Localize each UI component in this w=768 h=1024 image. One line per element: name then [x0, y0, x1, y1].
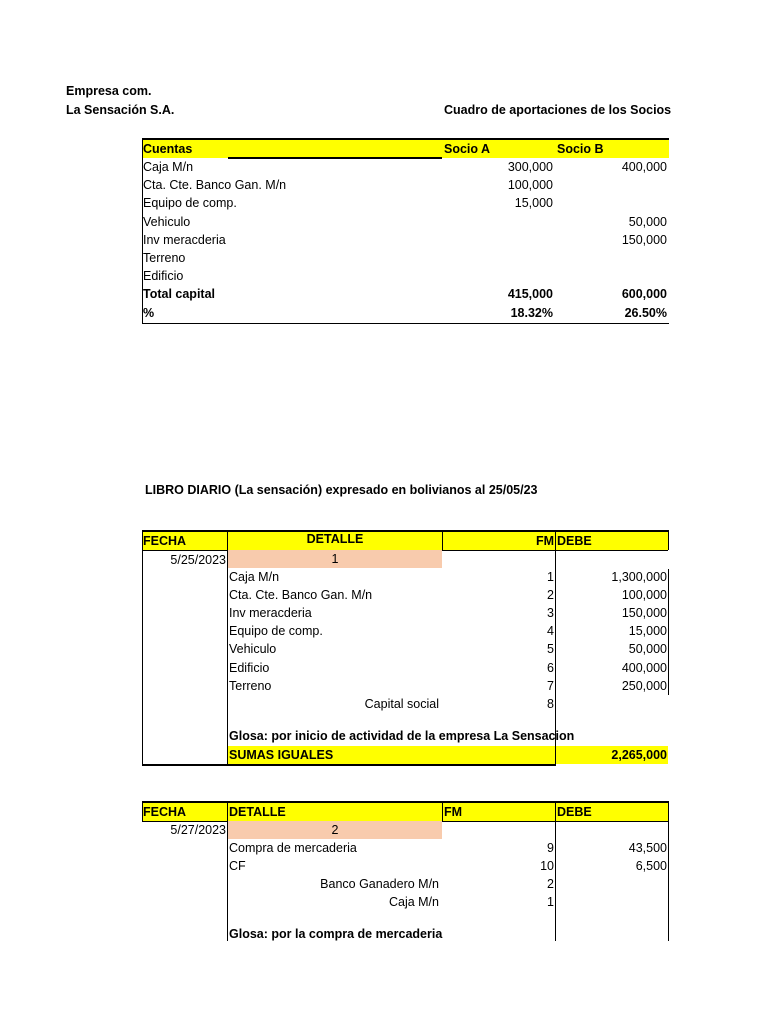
asiento1-right-border-top	[668, 530, 669, 550]
aportes-row-socio-a: 15,000	[514, 196, 553, 211]
asiento2-row-detalle: Banco Ganadero M/n	[320, 877, 439, 892]
asiento1-row-debe: 250,000	[621, 678, 667, 693]
asiento2-h-detalle: DETALLE	[229, 805, 286, 819]
asiento2-row-fm: 1	[547, 895, 554, 910]
asiento2-left-border	[142, 801, 143, 821]
asiento1-fecha-divider	[227, 530, 228, 764]
asiento2-row-debe: 43,500	[628, 841, 667, 855]
asiento2-row-debe	[557, 875, 667, 893]
asiento1-row-detalle: Inv meracderia	[229, 606, 312, 621]
sumas-debe: 2,265,000	[611, 748, 667, 762]
asiento2-row-debe	[557, 893, 667, 911]
asiento2-fm-divider	[555, 801, 556, 941]
asiento1-h-debe: DEBE	[557, 534, 592, 548]
asiento1-right-border	[668, 569, 669, 695]
aportes-row-cuenta: Inv meracderia	[143, 232, 226, 247]
asiento2-detalle-divider	[442, 801, 443, 821]
aportes-row-socio-b: 26.50%	[624, 305, 667, 320]
asiento1-row-fm: 1	[547, 570, 554, 584]
col-cuentas: Cuentas	[143, 142, 193, 156]
asiento1-row-debe: 150,000	[621, 606, 667, 621]
aportes-row-cuenta: Equipo de comp.	[143, 196, 237, 211]
asiento1-row-detalle: Capital social	[364, 696, 439, 711]
asiento2-row-fm: 9	[547, 841, 554, 855]
asiento1-row-debe: 1,300,000	[611, 570, 667, 584]
col-socio-b: Socio B	[557, 142, 604, 156]
asiento1-h-fm: FM	[535, 534, 554, 548]
asiento2-row-detalle: Compra de mercaderia	[229, 841, 357, 855]
aportes-row-socio-b	[557, 267, 667, 285]
asiento1-row-debe: 15,000	[628, 624, 667, 639]
aportes-row-socio-b	[557, 194, 667, 212]
aportes-row-socio-a	[443, 249, 553, 267]
aportes-row-socio-a	[443, 267, 553, 285]
asiento2-h-debe: DEBE	[557, 805, 592, 819]
aportes-row-cuenta: Vehiculo	[143, 214, 191, 229]
asiento1-row-fm: 3	[547, 606, 554, 621]
aportes-row-cuenta: Edificio	[143, 269, 184, 284]
asiento2-h-fecha: FECHA	[143, 805, 187, 819]
aportes-row-socio-b	[557, 249, 667, 267]
sumas-label: SUMAS IGUALES	[229, 748, 334, 762]
aportes-row-socio-a: 100,000	[507, 178, 553, 193]
asiento2-numero: 2	[228, 821, 442, 839]
asiento1-fm-divider	[555, 530, 556, 764]
asiento1-row-detalle: Edificio	[229, 660, 270, 675]
asiento2-row-fm: 2	[547, 877, 554, 892]
asiento2-fecha-divider	[227, 801, 228, 941]
aportes-row-cuenta: Terreno	[143, 251, 186, 265]
aportes-row-socio-a	[443, 213, 553, 231]
asiento2-row-fm: 10	[540, 859, 554, 874]
asiento1-row-fm: 5	[547, 642, 554, 657]
asiento2-right-border	[668, 801, 669, 941]
asiento1-h-detalle: DETALLE	[306, 532, 364, 546]
table-title: Cuadro de aportaciones de los Socios	[444, 103, 672, 117]
asiento2-row-detalle: Caja M/n	[388, 895, 439, 910]
asiento1-row-fm: 4	[547, 624, 554, 639]
aportes-row-socio-a: 300,000	[507, 160, 553, 174]
company-line-2: La Sensación S.A.	[66, 103, 175, 117]
header-underline	[228, 157, 442, 159]
asiento2-fecha: 5/27/2023	[170, 823, 226, 837]
aportes-row-socio-b: 400,000	[621, 160, 667, 174]
asiento1-row-fm: 7	[547, 678, 554, 693]
asiento1-row-detalle: Vehiculo	[229, 642, 277, 657]
aportes-row-cuenta: Cta. Cte. Banco Gan. M/n	[143, 178, 287, 193]
asiento1-fecha: 5/25/2023	[170, 553, 226, 567]
asiento1-row-debe: 100,000	[621, 588, 667, 603]
asiento1-row-debe: 400,000	[621, 660, 667, 675]
asiento1-row-fm: 2	[547, 588, 554, 603]
asiento2-row-detalle: CF	[229, 859, 246, 874]
asiento2-glosa: Glosa: por la compra de mercaderia	[229, 927, 443, 941]
asiento1-h-fecha: FECHA	[143, 534, 187, 548]
asiento1-row-detalle: Equipo de comp.	[229, 624, 323, 639]
asiento1-left-border	[142, 530, 143, 764]
asiento1-bottom-border	[142, 764, 556, 766]
asiento1-row-detalle: Caja M/n	[229, 570, 280, 584]
asiento1-row-debe: 50,000	[628, 642, 667, 657]
asiento1-row-fm: 6	[547, 660, 554, 675]
aportes-row-cuenta: %	[143, 305, 155, 320]
aportes-row-cuenta: Total capital	[143, 287, 216, 302]
aportes-row-socio-b: 50,000	[628, 214, 667, 229]
asiento1-numero: 1	[228, 550, 442, 568]
libro-diario-title: LIBRO DIARIO (La sensación) expresado en bolivianos al 25/05/23	[145, 483, 538, 497]
asiento1-row-fm: 8	[547, 696, 554, 711]
asiento1-row-detalle: Terreno	[229, 678, 272, 693]
asiento1-row-detalle: Cta. Cte. Banco Gan. M/n	[229, 588, 373, 603]
company-line-1: Empresa com.	[66, 84, 152, 98]
asiento2-row-debe: 6,500	[635, 859, 667, 874]
aportes-row-cuenta: Caja M/n	[143, 160, 194, 174]
table-border-bottom	[142, 323, 669, 324]
aportes-row-socio-a: 415,000	[507, 287, 553, 302]
aportes-row-socio-b: 150,000	[621, 232, 667, 247]
asiento1-row-debe	[557, 695, 667, 713]
aportes-row-socio-a: 18.32%	[510, 305, 553, 320]
asiento1-detalle-divider	[442, 530, 443, 550]
asiento2-h-fm: FM	[444, 805, 463, 819]
col-socio-a: Socio A	[444, 142, 491, 156]
asiento1-glosa: Glosa: por inicio de actividad de la empresa La Sensacion	[229, 729, 575, 743]
aportes-row-socio-a	[443, 231, 553, 249]
aportes-row-socio-b: 600,000	[621, 287, 667, 302]
aportes-row-socio-b	[557, 176, 667, 194]
